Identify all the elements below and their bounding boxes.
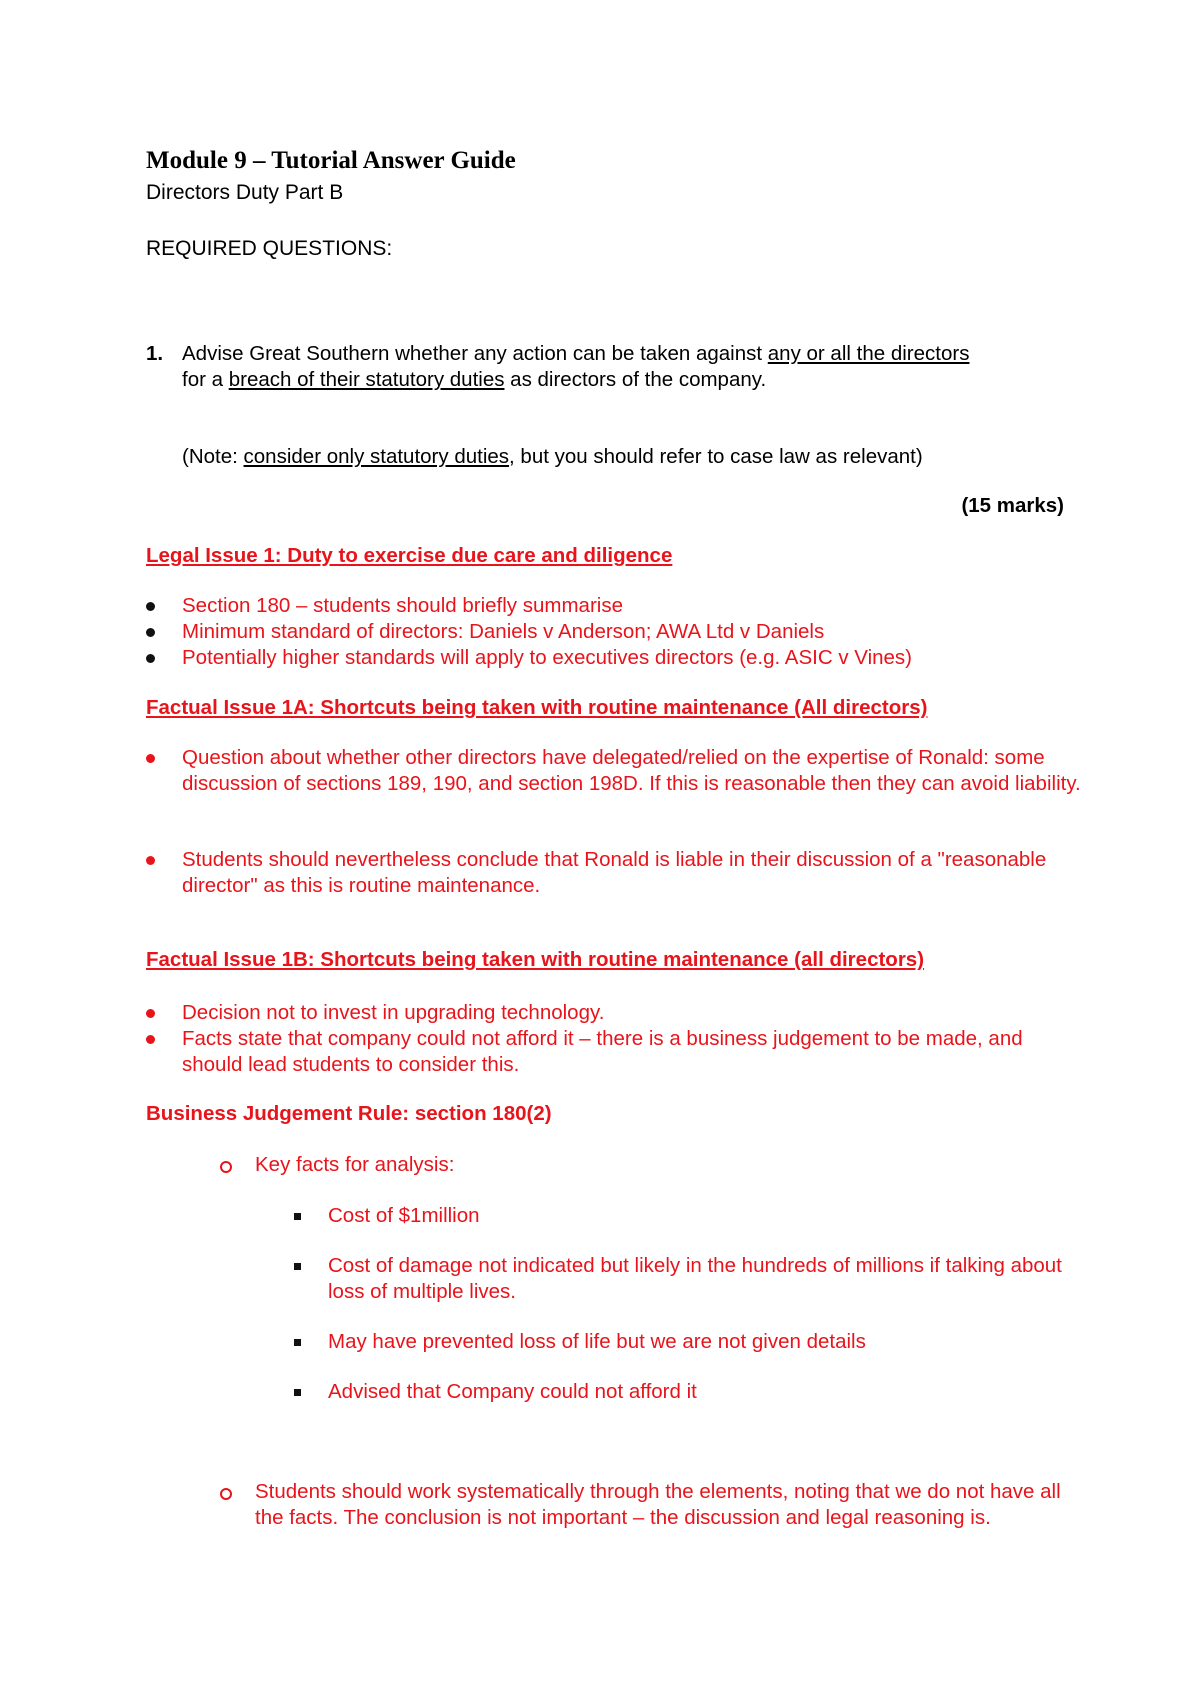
square-bullet-icon: [294, 1389, 301, 1396]
list-item: May have prevented loss of life but we are not given details: [328, 1329, 1068, 1355]
list-item: Minimum standard of directors: Daniels v Anderson; AWA Ltd v Daniels: [182, 619, 1082, 645]
factual-issue-1a-heading: Factual Issue 1A: Shortcuts being taken with routine maintenance (All directors): [146, 696, 928, 719]
note-underline: consider only statutory duties: [243, 445, 510, 468]
list-item: Section 180 – students should briefly summarise: [182, 593, 1082, 619]
question-number: 1.: [146, 342, 164, 365]
square-bullet-icon: [294, 1213, 301, 1220]
question-text: [182, 341, 1082, 393]
legal-issue-1-heading: Legal Issue 1: Duty to exercise due care and diligence: [146, 544, 673, 567]
question-underline-breach: breach of their statutory duties: [228, 368, 505, 391]
list-item: Cost of damage not indicated but likely in the hundreds of millions if talking about loss of multiple lives.: [328, 1253, 1068, 1305]
document-subtitle: Directors Duty Part B: [146, 181, 344, 204]
question-text-part: Advise Great Southern whether any action can be taken against: [182, 342, 768, 365]
question-text-part: for a: [182, 368, 229, 391]
note-text-part: (Note:: [182, 445, 244, 468]
document-title: Module 9 – Tutorial Answer Guide: [146, 147, 516, 174]
list-item: Key facts for analysis:: [255, 1152, 1075, 1178]
bullet-icon: [146, 654, 155, 663]
list-item: Potentially higher standards will apply to executives directors (e.g. ASIC v Vines): [182, 645, 1082, 671]
list-item: Cost of $1million: [328, 1203, 1068, 1229]
note-text-part: , but you should refer to case law as relevant): [509, 445, 923, 468]
bullet-icon: [146, 754, 155, 763]
bullet-icon: [146, 602, 155, 611]
circle-bullet-icon: [220, 1488, 232, 1500]
square-bullet-icon: [294, 1339, 301, 1346]
question-underline-directors: any or all the directors: [767, 342, 970, 365]
list-item: Decision not to invest in upgrading technology.: [182, 1000, 1082, 1026]
required-questions-label: REQUIRED QUESTIONS:: [146, 237, 393, 260]
list-item: Question about whether other directors have delegated/relied on the expertise of Ronald: some discussion of sections 189, 190, and section 198D. If this is reasonable then they can avoid liability.: [182, 745, 1082, 797]
circle-bullet-icon: [220, 1161, 232, 1173]
question-text-part: as directors of the company.: [504, 368, 767, 391]
business-judgement-rule-heading: Business Judgement Rule: section 180(2): [146, 1102, 552, 1125]
list-item: Advised that Company could not afford it: [328, 1379, 1068, 1405]
bullet-icon: [146, 628, 155, 637]
square-bullet-icon: [294, 1263, 301, 1270]
list-item: Facts state that company could not afford it – there is a business judgement to be made, and should lead students to consider this.: [182, 1026, 1082, 1078]
bullet-icon: [146, 1009, 155, 1018]
marks-label: (15 marks): [961, 494, 1064, 517]
list-item: Students should work systematically through the elements, noting that we do not have all the facts. The conclusion is not important – the discussion and legal reasoning is.: [255, 1479, 1075, 1531]
list-item: Students should nevertheless conclude that Ronald is liable in their discussion of a "reasonable director" as this is routine maintenance.: [182, 847, 1082, 899]
bullet-icon: [146, 856, 155, 865]
question-note: [182, 444, 1082, 470]
factual-issue-1b-heading: Factual Issue 1B: Shortcuts being taken with routine maintenance (all directors): [146, 948, 925, 971]
bullet-icon: [146, 1035, 155, 1044]
